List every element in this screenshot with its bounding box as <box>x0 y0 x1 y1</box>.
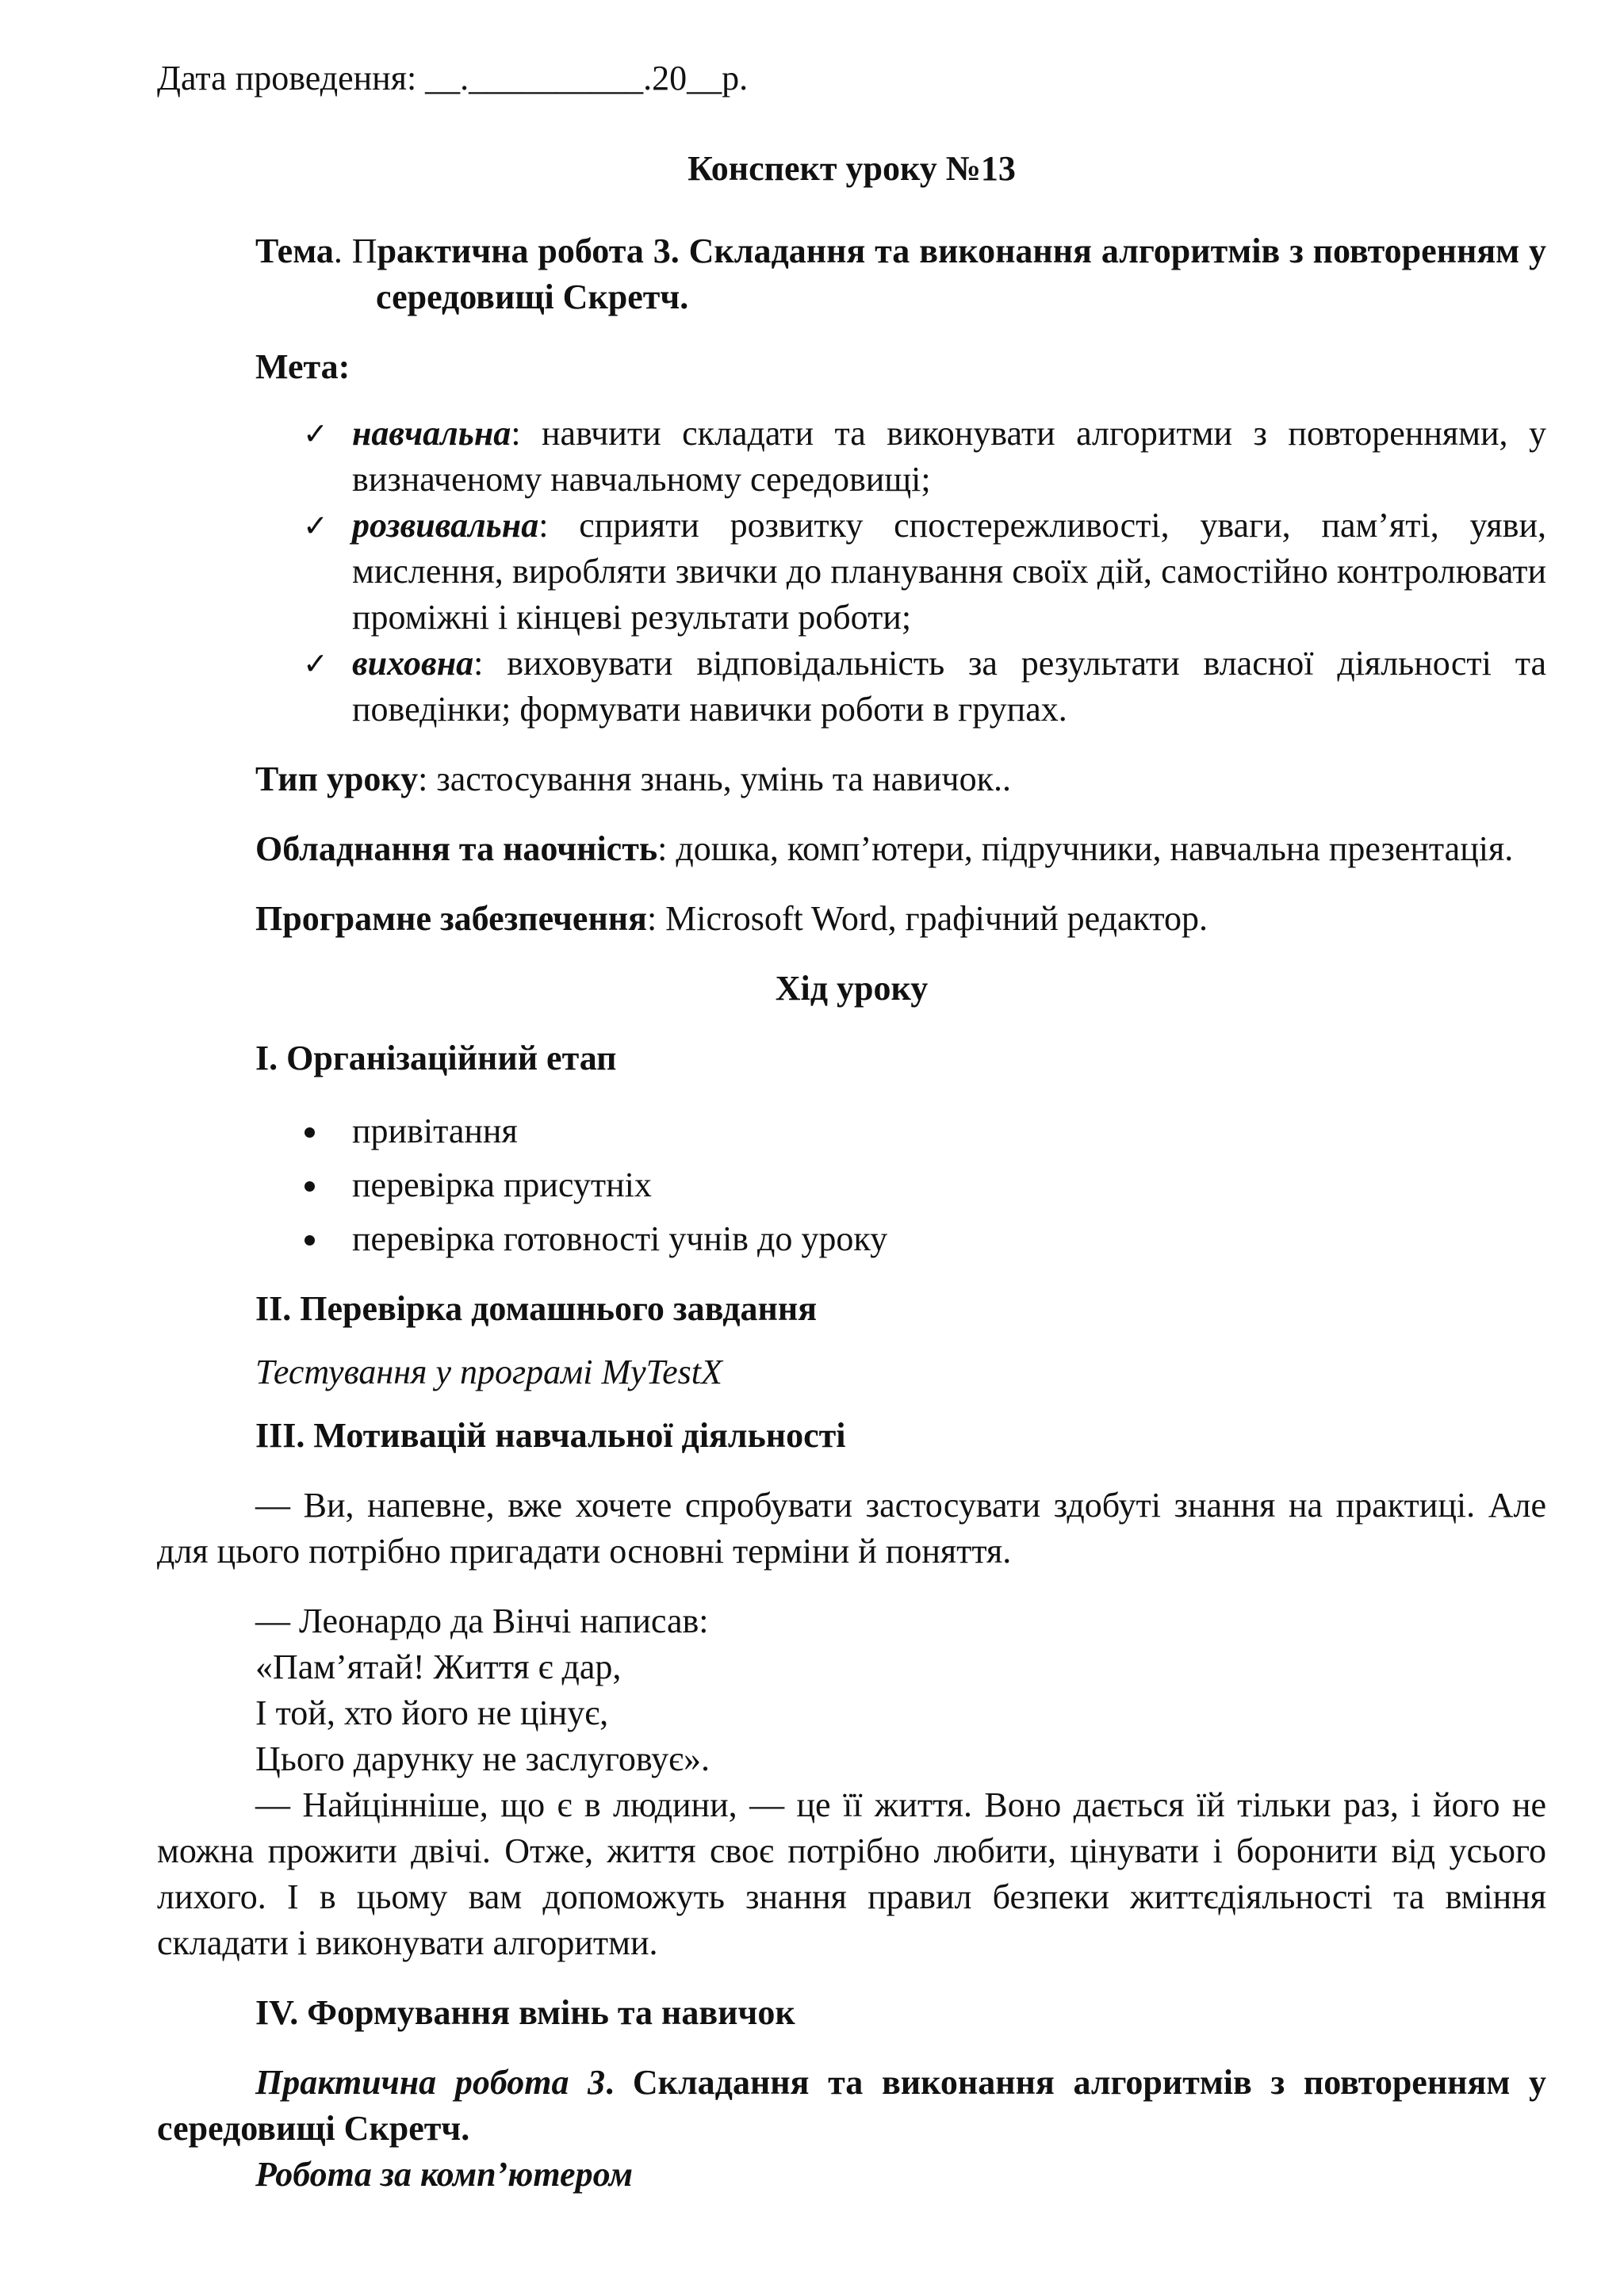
goals-heading: Мета: <box>255 347 350 386</box>
topic-label: Тема <box>255 232 334 270</box>
goal-educational <box>157 411 1546 503</box>
bullet-icon <box>304 1127 315 1138</box>
goal-text: : навчити складати та виконувати алгоритми з повтореннями, у визначеному навчальному середовищі; <box>352 414 1546 499</box>
goal-text: : виховувати відповідальність за результати власної діяльності та поведінки; формувати навички роботи в групах. <box>352 644 1546 729</box>
lesson-equipment <box>157 826 1546 872</box>
checkmark-icon: ✓ <box>303 416 328 451</box>
quote-block <box>157 1598 1546 1782</box>
equipment-label: Обладнання та наочність <box>255 829 658 868</box>
lesson-date: Дата проведення: __.__________.20__р. <box>157 59 749 98</box>
list-item-text: привітання <box>352 1112 518 1150</box>
list-item-text: перевірка присутніх <box>352 1165 652 1204</box>
equipment-text: : дошка, комп’ютери, підручники, навчальна презентація. <box>657 829 1514 868</box>
document-page <box>157 55 1546 2198</box>
quote-line: Цього дарунку не заслуговує». <box>255 1739 710 1778</box>
lesson-type <box>157 756 1546 802</box>
lesson-topic <box>157 228 1546 320</box>
goal-text: : сприяти розвитку спостережливості, уваги, пам’яті, уяви, мислення, виробляти звички до планування своїх дій, самостійно контролювати проміжні і кінцеві результати роботи; <box>352 506 1546 637</box>
page-title: Конспект уроку №13 <box>688 149 1016 188</box>
lesson-course-heading: Хід уроку <box>775 969 929 1008</box>
goal-label: навчальна <box>352 414 511 453</box>
computer-work: Робота за комп’ютером <box>255 2155 634 2194</box>
lesson-type-label: Тип уроку <box>255 760 419 798</box>
section-1-title: І. Організаційний етап <box>255 1039 617 1077</box>
goal-developmental <box>157 503 1546 641</box>
list-item <box>157 1162 1546 1208</box>
list-item <box>157 1216 1546 1262</box>
goals-list <box>157 411 1546 733</box>
section-2-text: Тестування у програмі MyTestX <box>255 1353 722 1391</box>
section-4-title: IV. Формування вмінь та навичок <box>255 1993 795 2032</box>
software-label: Програмне забезпечення <box>255 899 647 938</box>
quote-line: І той, хто його не цінує, <box>255 1693 609 1732</box>
lesson-software <box>157 896 1546 942</box>
topic-separator: . <box>333 232 352 270</box>
checkmark-icon: ✓ <box>303 646 328 681</box>
section-3-paragraph-1: — Ви, напевне, вже хочете спробувати застосувати здобуті знання на практиці. Але для цього потрібно пригадати основні терміни й поняття. <box>157 1486 1546 1571</box>
quote-line: «Пам’ятай! Життя є дар, <box>255 1647 622 1686</box>
checkmark-icon: ✓ <box>303 508 328 543</box>
practical-label: Практична робота 3 <box>255 2063 606 2102</box>
goal-label: розвивальна <box>352 506 539 545</box>
topic-first-letter: П <box>351 232 377 270</box>
section-3-paragraph-2: — Найцінніше, що є в людини, — це її життя. Воно дається їй тільки раз, і його не можна прожити двічі. Отже, життя своє потрібно любити, цінувати і боронити від усього лихого. І в цьому вам допоможуть знання правил безпеки життєдіяльності та вміння складати і виконувати алгоритми. <box>157 1785 1546 1962</box>
section-3-title: ІІІ. Мотивацій навчальної діяльності <box>255 1416 846 1455</box>
bullet-icon <box>304 1235 315 1246</box>
section-2-title: ІІ. Перевірка домашнього завдання <box>255 1289 817 1328</box>
topic-text: рактична робота 3. Складання та виконання алгоритмів з повторенням у середовищі Скретч. <box>376 232 1546 316</box>
section-1-list <box>157 1108 1546 1262</box>
quote-intro: — Леонардо да Вінчі написав: <box>255 1601 709 1640</box>
software-text: : Microsoft Word, графічний редактор. <box>646 899 1208 938</box>
goal-upbringing <box>157 641 1546 733</box>
practical-text: . Складання та виконання алгоритмів з повторенням у середовищі Скретч. <box>157 2063 1547 2148</box>
bullet-icon <box>304 1181 315 1192</box>
lesson-type-text: : застосування знань, умінь та навичок.. <box>418 760 1011 798</box>
goal-label: виховна <box>352 644 474 683</box>
practical-work <box>157 2060 1546 2152</box>
list-item <box>157 1108 1546 1154</box>
list-item-text: перевірка готовності учнів до уроку <box>352 1219 888 1258</box>
